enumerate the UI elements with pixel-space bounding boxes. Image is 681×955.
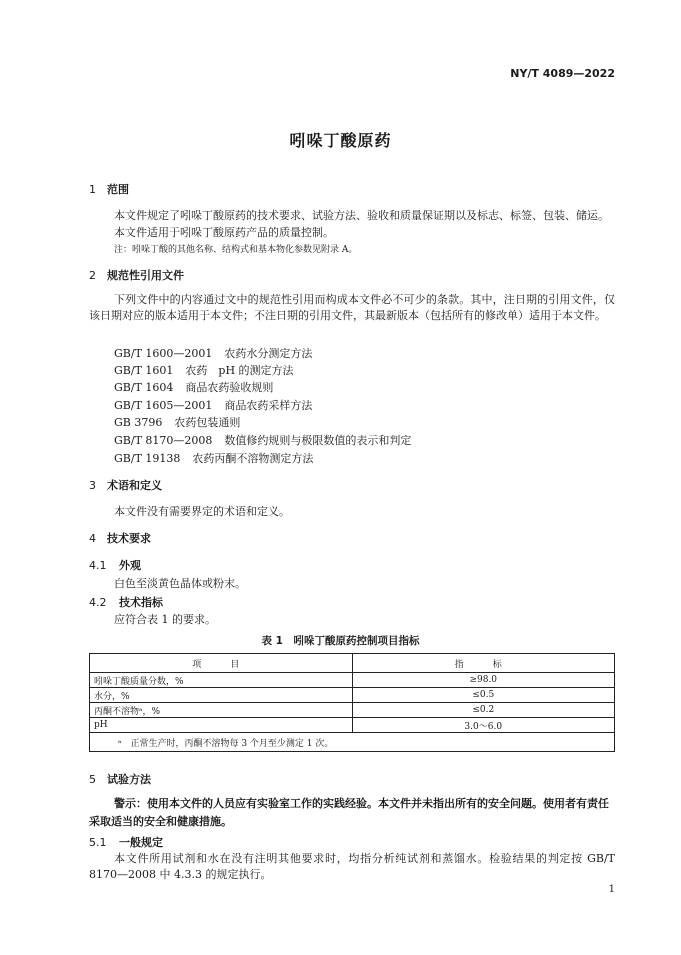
reference-item — [114, 345, 312, 361]
reference-code: GB/T 1604 — [114, 381, 174, 394]
safety-warning: 警示：使用本文件的人员应有实验室工作的实践经验。本文件并未指出所有的安全问题。使用者有责任采取适当的安全和健康措施。 — [89, 797, 609, 828]
section-title: 技术要求 — [107, 532, 151, 545]
table-caption: 表 1 吲哚丁酸原药控制项目指标 — [261, 635, 420, 647]
reference-item — [114, 450, 313, 466]
section-title: 术语和定义 — [107, 479, 162, 492]
subsection-4-1-heading — [89, 557, 141, 573]
reference-title: 数值修约规则与极限数值的表示和判定 — [224, 434, 412, 447]
subsection-title: 外观 — [119, 559, 141, 572]
subsection-title: 技术指标 — [119, 596, 163, 609]
table-cell-item: 吲哚丁酸质量分数，% — [90, 673, 353, 688]
table-row — [90, 718, 615, 733]
reference-code: GB/T 1601 — [114, 364, 174, 377]
section-5-heading — [89, 771, 151, 787]
section-number: 1 — [89, 183, 96, 196]
table-footnote-row — [90, 733, 615, 752]
reference-item — [114, 379, 273, 395]
reference-item — [114, 397, 312, 413]
page-number: 1 — [608, 884, 615, 895]
document-title: 吲哚丁酸原药 — [289, 131, 392, 150]
table-cell-item: 水分，% — [90, 688, 353, 703]
section-number: 5 — [89, 773, 96, 786]
section-title: 范围 — [107, 183, 129, 196]
reference-title: 农药水分测定方法 — [224, 347, 313, 360]
paragraph: 本文件所用试剂和水在没有注明其他要求时，均指分析纯试剂和蒸馏水。检验结果的判定按 GB/T 8170—2008 中 4.3.3 的规定执行。 — [89, 852, 615, 881]
paragraph: 白色至淡黄色晶体或粉末。 — [114, 577, 246, 590]
column-header-index: 指 标 — [352, 654, 615, 673]
reference-code: GB/T 1605—2001 — [114, 399, 213, 412]
table-cell-item: pH — [90, 718, 353, 733]
section-number: 3 — [89, 479, 96, 492]
table-row — [90, 703, 615, 718]
section-title: 试验方法 — [107, 773, 151, 786]
reference-item — [114, 362, 294, 378]
table-cell-value: ≥98.0 — [352, 673, 615, 688]
section-4-heading — [89, 530, 151, 546]
section-number: 2 — [89, 269, 96, 282]
table-header-row — [90, 654, 615, 673]
reference-title: 商品农药采样方法 — [224, 399, 313, 412]
reference-title: 农药包装通则 — [174, 416, 241, 429]
section-2-heading — [89, 267, 184, 283]
section-3-heading — [89, 477, 162, 493]
paragraph: 本文件没有需要界定的术语和定义。 — [114, 505, 290, 518]
subsection-title: 一般规定 — [119, 836, 163, 849]
table-footnote: ᵃ 正常生产时，丙酮不溶物每 3 个月至少测定 1 次。 — [90, 733, 615, 752]
section-number: 4 — [89, 532, 96, 545]
reference-item — [114, 414, 240, 430]
paragraph: 下列文件中的内容通过文中的规范性引用而构成本文件必不可少的条款。其中，注日期的引用文件，仅该日期对应的版本适用于本文件；不注日期的引用文件，其最新版本（包括所有的修改单）适用于本文件。 — [89, 293, 615, 322]
subsection-5-1-heading — [89, 834, 163, 850]
paragraph: 本文件规定了吲哚丁酸原药的技术要求、试验方法、验收和质量保证期以及标志、标签、包装、储运。 — [114, 209, 609, 222]
table-cell-item: 丙酮不溶物ᵃ，% — [90, 703, 353, 718]
table-cell-value: 3.0～6.0 — [352, 718, 615, 733]
table-cell-value: ≤0.2 — [352, 703, 615, 718]
table-row — [90, 673, 615, 688]
subsection-number: 4.1 — [89, 559, 107, 572]
note: 注：吲哚丁酸的其他名称、结构式和基本物化参数见附录 A。 — [114, 245, 358, 255]
section-1-heading — [89, 181, 129, 197]
section-title: 规范性引用文件 — [107, 269, 184, 282]
subsection-number: 4.2 — [89, 596, 107, 609]
reference-code: GB/T 8170—2008 — [114, 434, 213, 447]
reference-code: GB 3796 — [114, 416, 163, 429]
reference-item — [114, 432, 411, 448]
paragraph: 应符合表 1 的要求。 — [114, 613, 216, 626]
subsection-number: 5.1 — [89, 836, 107, 849]
table-cell-value: ≤0.5 — [352, 688, 615, 703]
reference-title: 商品农药验收规则 — [185, 381, 274, 394]
standard-code: NY/T 4089—2022 — [510, 67, 615, 80]
spec-table — [89, 653, 615, 752]
subsection-4-2-heading — [89, 594, 163, 610]
paragraph: 本文件适用于吲哚丁酸原药产品的质量控制。 — [114, 226, 334, 239]
reference-title: 农药 pH 的测定方法 — [185, 364, 294, 377]
reference-code: GB/T 19138 — [114, 452, 181, 465]
table-row — [90, 688, 615, 703]
reference-title: 农药丙酮不溶物测定方法 — [192, 452, 314, 465]
reference-code: GB/T 1600—2001 — [114, 347, 213, 360]
column-header-item: 项 目 — [90, 654, 353, 673]
